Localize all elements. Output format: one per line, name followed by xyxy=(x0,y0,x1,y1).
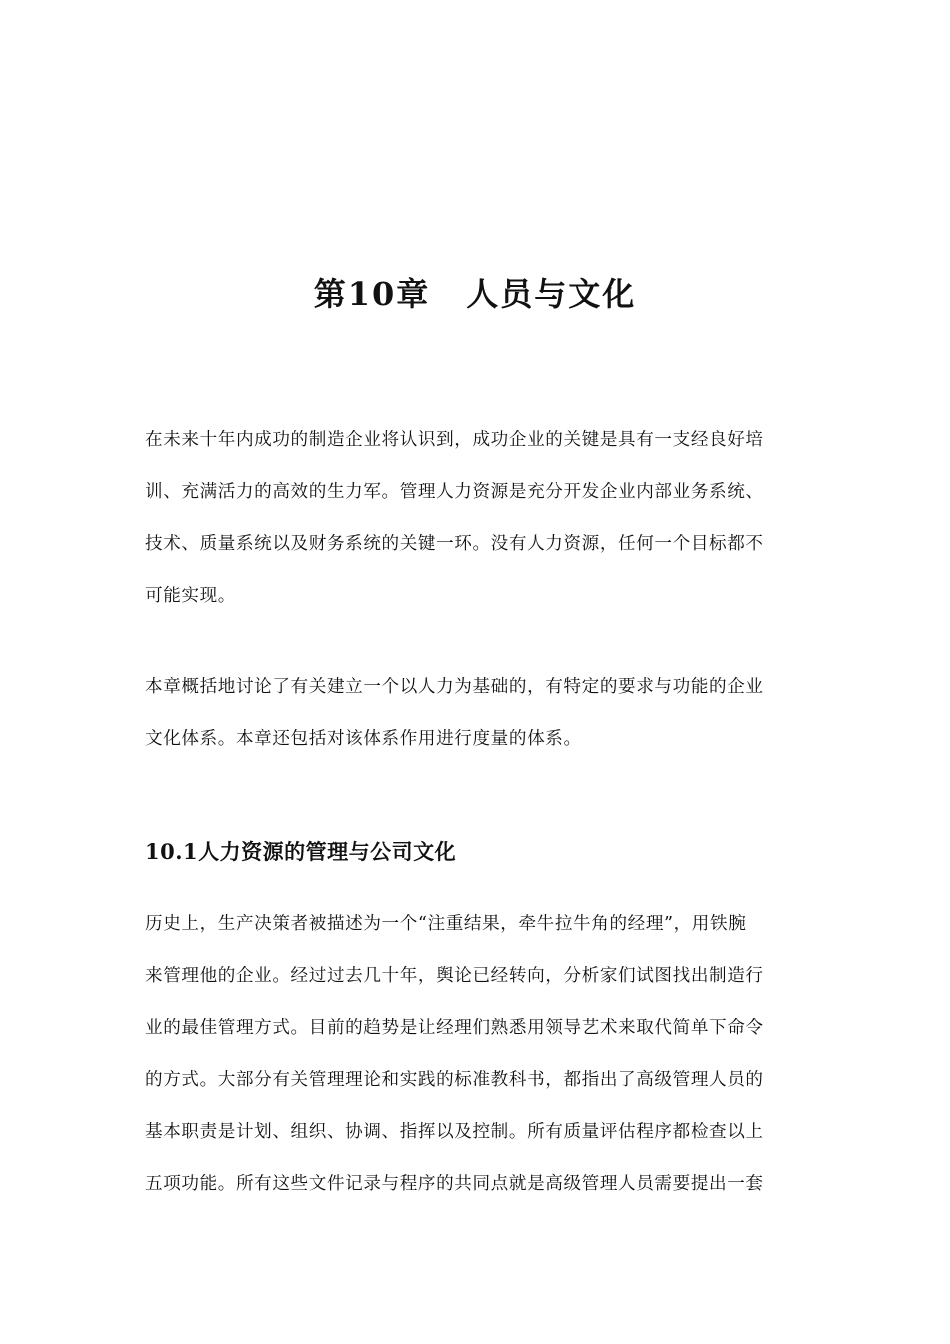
chapter-number: 第10章 xyxy=(313,275,431,313)
text-line: 五项功能。所有这些文件记录与程序的共同点就是高级管理人员需要提出一套 xyxy=(145,1174,764,1194)
chapter-name: 人员与文化 xyxy=(466,275,637,313)
chapter-title xyxy=(0,272,950,316)
text-line: 技术、质量系统以及财务系统的关键一环。没有人力资源，任何一个目标都不 xyxy=(145,534,764,554)
text-line: 可能实现。 xyxy=(145,586,236,606)
text-line: 的方式。大部分有关管理理论和实践的标准教科书，都指出了高级管理人员的 xyxy=(145,1070,764,1090)
text-line: 在未来十年内成功的制造企业将认识到，成功企业的关键是具有一支经良好培 xyxy=(145,430,764,450)
text-line: 本章概括地讨论了有关建立一个以人力为基础的，有特定的要求与功能的企业 xyxy=(145,677,764,697)
text-line: 来管理他的企业。经过过去几十年，舆论已经转向，分析家们试图找出制造行 xyxy=(145,966,764,986)
text-line: 训、充满活力的高效的生力军。管理人力资源是充分开发企业内部业务系统、 xyxy=(145,482,764,502)
intro-paragraph-2 xyxy=(145,661,807,765)
text-line: 文化体系。本章还包括对该体系作用进行度量的体系。 xyxy=(145,729,582,749)
section-paragraph xyxy=(145,898,807,1210)
text-line: 历史上，生产决策者被描述为一个“注重结果，牵牛拉牛角的经理”，用铁腕 xyxy=(145,914,747,934)
intro-paragraph-1 xyxy=(145,414,807,622)
text-line: 基本职责是计划、组织、协调、指挥以及控制。所有质量评估程序都检查以上 xyxy=(145,1122,764,1142)
section-heading: 10.1人力资源的管理与公司文化 xyxy=(145,839,457,864)
text-line: 业的最佳管理方式。目前的趋势是让经理们熟悉用领导艺术来取代简单下命令 xyxy=(145,1018,764,1038)
